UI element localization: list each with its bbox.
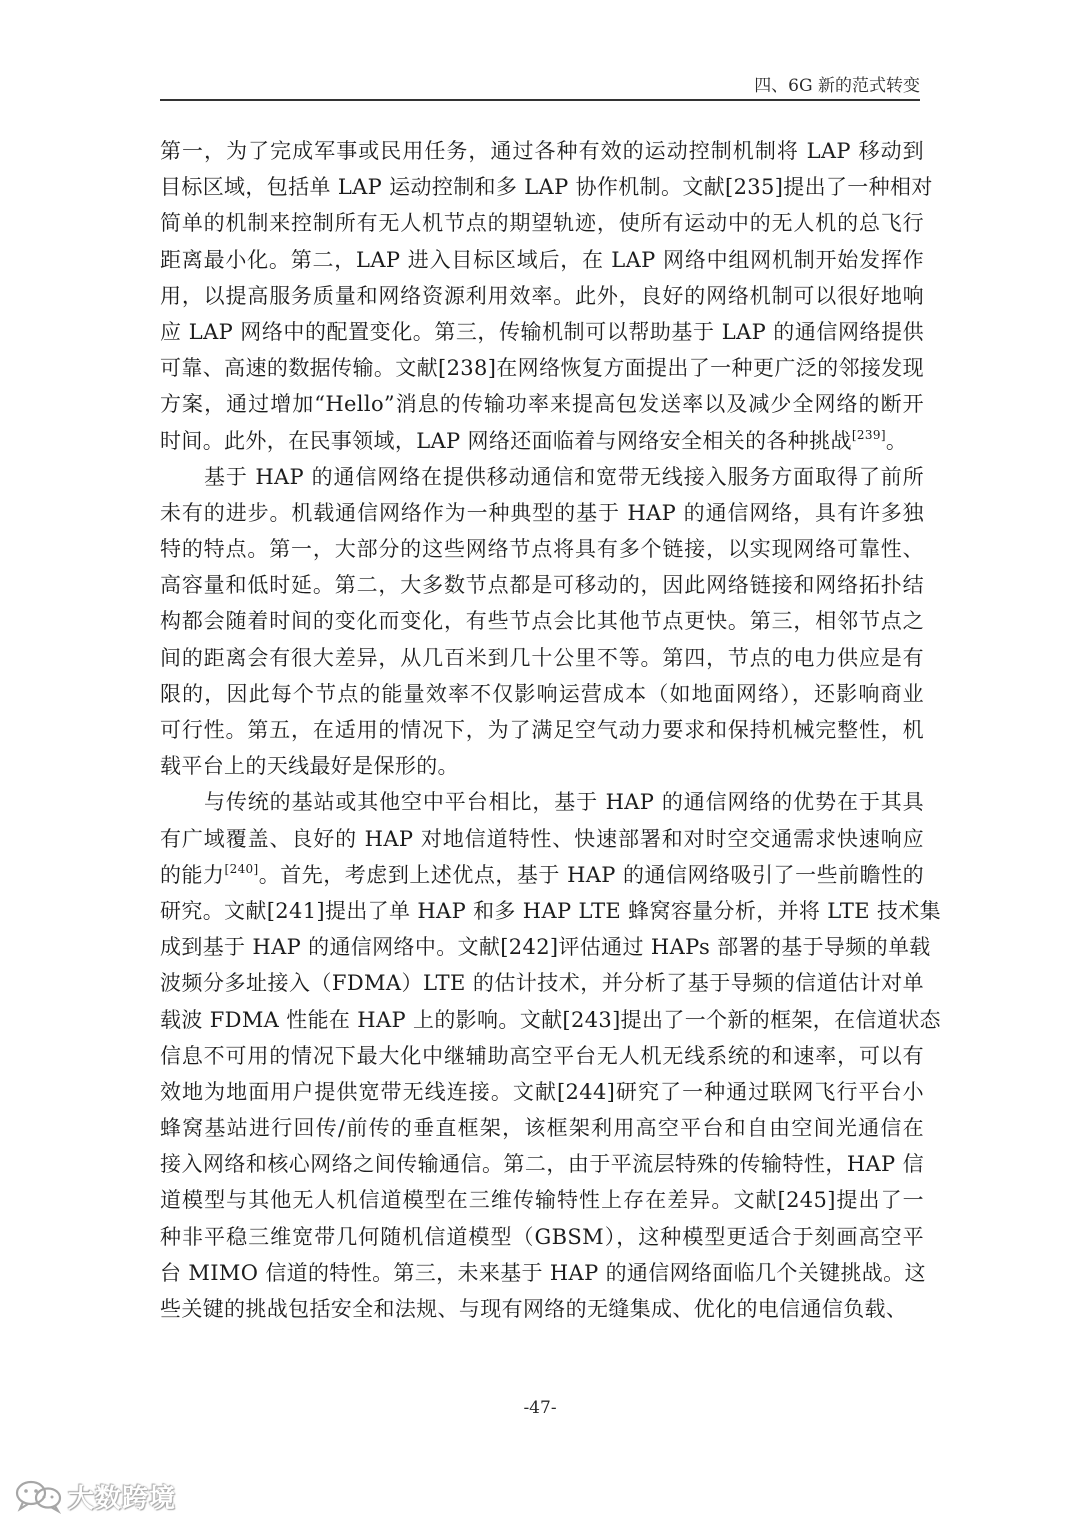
line-text: 基于 HAP 的通信网络在提供移动通信和宽带无线接入服务方面取得了前所 [204, 464, 924, 489]
text-line [160, 459, 924, 495]
citation-superscript: [240] [224, 861, 259, 876]
line-text: 波频分多址接入（FDMA）LTE 的估计技术，并分析了基于导频的信道估计对单 [160, 971, 924, 996]
line-text: 些关键的挑战包括安全和法规、与现有网络的无缝集成、优化的电信通信负载、 [160, 1297, 908, 1321]
paragraph [160, 784, 941, 1327]
text-line [160, 350, 924, 386]
line-text: 载波 FDMA 性能在 HAP 上的影响。文献[243]提出了一个新的框架，在信道状态 [160, 1007, 941, 1032]
line-text: 有广域覆盖、良好的 HAP 对地信道特性、快速部署和对时空交通需求快速响应 [160, 826, 924, 851]
text-line [160, 676, 924, 712]
text-line [160, 965, 924, 1001]
line-text: 道模型与其他无人机信道模型在三维传输特性上存在差异。文献[245]提出了一 [160, 1188, 924, 1213]
line-text: 目标区域，包括单 LAP 运动控制和多 LAP 协作机制。文献[235]提出了一种相对 [160, 175, 933, 200]
line-text: 信息不可用的情况下最大化中继辅助高空平台无人机无线系统的和速率，可以有 [160, 1043, 924, 1068]
line-text: 应 LAP 网络中的配置变化。第三，传输机制可以帮助基于 LAP 的通信网络提供 [160, 319, 924, 344]
text-line [160, 893, 941, 929]
text-line [160, 1182, 924, 1218]
text-line [160, 1038, 924, 1074]
text-line [160, 603, 924, 639]
text-line [160, 314, 924, 350]
text-line [160, 205, 924, 241]
text-line [160, 423, 924, 459]
text-line [160, 1146, 924, 1182]
text-line [160, 386, 924, 422]
text-line [160, 133, 924, 169]
text-line [160, 784, 924, 820]
line-text: 种非平稳三维宽带几何随机信道模型（GBSM），这种模型更适合于刻画高空平 [160, 1224, 924, 1249]
line-text: 效地为地面用户提供宽带无线连接。文献[244]研究了一种通过联网飞行平台小 [160, 1079, 924, 1104]
text-line [160, 821, 924, 857]
line-text: 接入网络和核心网络之间传输通信。第二，由于平流层特殊的传输特性，HAP 信 [160, 1152, 924, 1177]
text-line [160, 640, 924, 676]
wechat-logo-icon [14, 1478, 64, 1514]
line-text: 限的，因此每个节点的能量效率不仅影响运营成本（如地面网络），还影响商业 [160, 681, 924, 706]
line-text: 用，以提高服务质量和网络资源利用效率。此外，良好的网络机制可以很好地响 [160, 283, 924, 308]
line-text: 研究。文献[241]提出了单 HAP 和多 HAP LTE 蜂窝容量分析，并将 LTE 技术集 [160, 898, 941, 923]
text-line [160, 1255, 924, 1291]
text-line [160, 1291, 924, 1327]
line-text: 第一，为了完成军事或民用任务，通过各种有效的运动控制机制将 LAP 移动到 [160, 139, 924, 163]
watermark-text: 大数跨境 [68, 1483, 177, 1514]
line-text: 可行性。第五，在适用的情况下，为了满足空气动力要求和保持机械完整性，机 [160, 718, 924, 742]
text-line [160, 748, 924, 784]
line-text: 载平台上的天线最好是保形的。 [160, 754, 459, 779]
line-text: 未有的进步。机载通信网络作为一种典型的基于 HAP 的通信网络，具有许多独 [160, 500, 924, 525]
line-text-continued: 。首先，考虑到上述优点，基于 HAP 的通信网络吸引了一些前瞻性的 [258, 862, 924, 887]
text-line [160, 278, 924, 314]
text-line [160, 495, 924, 531]
text-line [160, 1074, 924, 1110]
line-text: 时间。此外，在民事领域，LAP 网络还面临着与网络安全相关的各种挑战 [160, 428, 852, 453]
line-text: 距离最小化。第二，LAP 进入目标区域后，在 LAP 网络中组网机制开始发挥作 [160, 247, 924, 272]
running-header [160, 74, 920, 98]
header-rule [160, 99, 920, 101]
text-line [160, 169, 933, 205]
citation-superscript: [239] [851, 427, 886, 442]
line-text: 与传统的基站或其他空中平台相比，基于 HAP 的通信网络的优势在于其具 [204, 790, 924, 815]
text-line [160, 1110, 924, 1146]
line-text: 特的特点。第一，大部分的这些网络节点将具有多个链接，以实现网络可靠性、 [160, 537, 924, 562]
text-line [160, 531, 924, 567]
text-line [160, 712, 924, 748]
page-number: -47- [523, 1398, 557, 1418]
line-text: 构都会随着时间的变化而变化，有些节点会比其他节点更快。第三，相邻节点之 [160, 609, 924, 634]
text-line [160, 857, 924, 893]
text-line [160, 1002, 941, 1038]
body-text [160, 133, 941, 1327]
line-text: 台 MIMO 信道的特性。第三，未来基于 HAP 的通信网络面临几个关键挑战。这 [160, 1260, 926, 1285]
watermark [14, 1478, 176, 1514]
line-text: 高容量和低时延。第二，大多数节点都是可移动的，因此网络链接和网络拓扑结 [160, 573, 924, 598]
line-text: 间的距离会有很大差异，从几百米到几十公里不等。第四，节点的电力供应是有 [160, 645, 924, 670]
text-line [160, 929, 931, 965]
text-line [160, 242, 924, 278]
line-text: 的能力 [160, 862, 225, 887]
line-text: 蜂窝基站进行回传/前传的垂直框架，该框架利用高空平台和自由空间光通信在 [160, 1116, 924, 1141]
line-text: 简单的机制来控制所有无人机节点的期望轨迹，使所有运动中的无人机的总飞行 [160, 211, 924, 236]
chapter-title: 四、6G 新的范式转变 [754, 76, 920, 96]
line-text: 方案，通过增加“Hello”消息的传输功率来提高包发送率以及减少全网络的断开 [160, 392, 924, 417]
paragraph [160, 133, 933, 459]
paragraph [160, 459, 924, 785]
text-line [160, 1219, 924, 1255]
line-text-continued: 。 [885, 428, 908, 453]
text-line [160, 567, 924, 603]
line-text: 可靠、高速的数据传输。文献[238]在网络恢复方面提出了一种更广泛的邻接发现 [160, 356, 924, 381]
line-text: 成到基于 HAP 的通信网络中。文献[242]评估通过 HAPs 部署的基于导频的单载 [160, 935, 931, 960]
